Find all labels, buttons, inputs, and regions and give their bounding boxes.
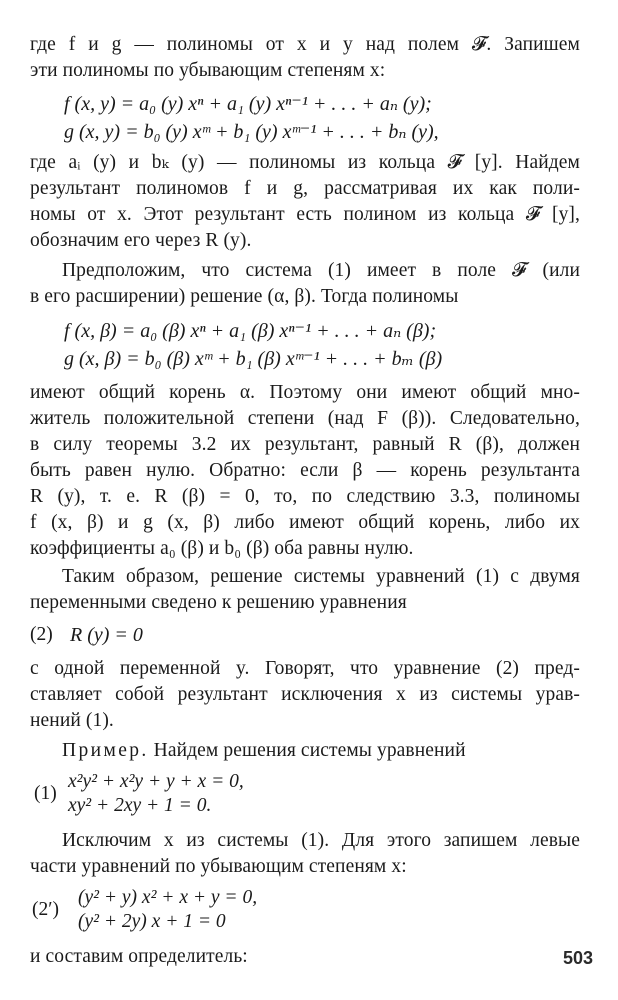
text-line: в его расширении) решение (α, β). Тогда полиномы [30,286,459,307]
equation-number: (2) [30,624,53,645]
text-line: обозначим его через R (y). [30,230,252,251]
text-line: нений (1). [30,710,114,731]
text-line: в силу теоремы 3.2 их результант, равный R (β), должен [30,434,580,455]
text-line: ставляет собой результант исключения x из системы урав- [30,684,580,705]
text-line: житель положительной степени (над F (β)). Следовательно, [30,408,580,429]
text-line: где f и g — полиномы от x и y над полем 𝓕. Запишем [30,34,580,55]
system-number: (1) [34,783,57,804]
system-eq-2: xy² + 2xy + 1 = 0. [68,795,212,816]
text-line: коэффициенты a₀ (β) и b₀ (β) оба равны нулю. [30,538,414,559]
text-line: результант полиномов f и g, рассматривая их как поли- [30,178,580,199]
example-text: Найдем решения системы уравнений [148,740,466,761]
text-line: Исключим x из системы (1). Для этого запишем левые [62,830,580,851]
text-line: быть равен нулю. Обратно: если β — корень результанта [30,460,580,481]
system-eq-2: (y² + 2y) x + 1 = 0 [78,911,226,932]
page-number: 503 [563,948,594,968]
formula-f-beta: f (x, β) = a₀ (β) xⁿ + a₁ (β) xⁿ⁻¹ + . . . + aₙ (β); [64,320,437,342]
text-line: и составим определитель: [30,946,248,967]
formula-g-beta: g (x, β) = b₀ (β) xᵐ + b₁ (β) xᵐ⁻¹ + . . . + bₘ (β) [64,348,443,370]
text-line: переменными сведено к решению уравнения [30,592,407,613]
text-line: части уравнений по убывающим степеням x: [30,856,407,877]
example-word: Пример. [62,740,149,761]
example-heading [62,738,612,764]
system-eq-1: (y² + y) x² + x + y = 0, [78,887,258,908]
text-line: с одной переменной y. Говорят, что уравнение (2) пред- [30,658,580,679]
text-line: номы от x. Этот результант есть полином из кольца 𝓕 [y], [30,204,580,225]
equation-r: R (y) = 0 [70,624,143,646]
system-eq-1: x²y² + x²y + y + x = 0, [68,771,244,792]
system-number: (2′) [32,899,60,920]
formula-f: f (x, y) = a₀ (y) xⁿ + a₁ (y) xⁿ⁻¹ + . . . + aₙ (y); [64,93,432,115]
text-line: имеют общий корень α. Поэтому они имеют общий мно- [30,382,580,403]
text-line: Таким образом, решение системы уравнений (1) с двумя [62,566,580,587]
text-line: f (x, β) и g (x, β) либо имеют общий корень, либо их [30,512,580,533]
text-line: где aᵢ (y) и bₖ (y) — полиномы из кольца 𝓕 [y]. Найдем [30,152,580,173]
formula-g: g (x, y) = b₀ (y) xᵐ + b₁ (y) xᵐ⁻¹ + . . . + bₙ (y), [64,121,439,143]
text-line: Предположим, что система (1) имеет в поле 𝓕 (или [62,260,580,281]
text-line: эти полиномы по убывающим степеням x: [30,60,386,81]
text-line: R (y), т. е. R (β) = 0, то, по следствию 3.3, полиномы [30,486,580,507]
